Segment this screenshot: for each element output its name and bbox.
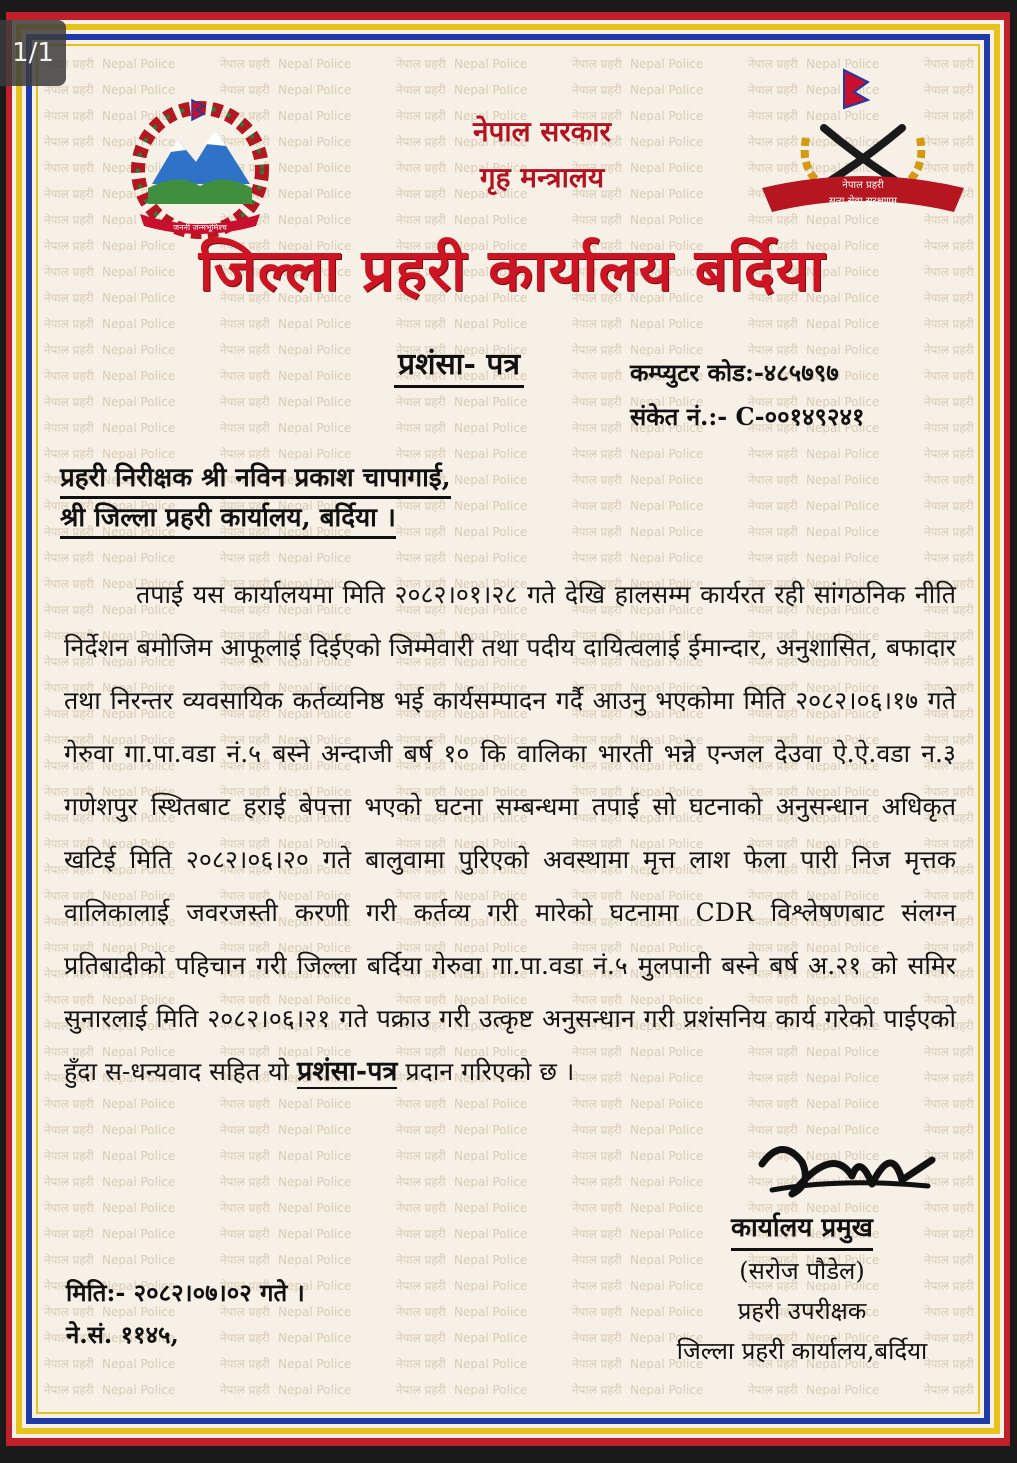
reference-number: संकेत नं.:- C-००१४९२४१ (630, 402, 865, 431)
page-counter: 1/1 (0, 20, 66, 86)
svg-text:जननी जन्मभूमिश्च: जननी जन्मभूमिश्च (173, 223, 227, 232)
government-name: नेपाल सरकार (472, 115, 612, 148)
citation-text: तपाई यस कार्यालयमा मिति २०८२।०१।२८ गते देखि हालसम्म कार्यरत रही सांगठनिक नीति निर्देशन बमोजिम आफूलाई दिईएको जिम्मेवारी तथा पदीय दायित्वलाई ईमान्दार, अनुशासित, बफादार तथा निरन्तर व्यवसायिक कर्तव्यनिष्ठ भई कार्यसम्पादन गर्दै आउनु भएकोमा मिति २०८२।०६।१७ गते गेरुवा गा.पा.वडा नं.५ बस्ने अन्दाजी बर्ष १० कि वालिका भारती भन्ने एन्जल देउवा ऐ.ऐ.वडा न.३ गणेशपुर स्थितबाट हराई बेपत्ता भएको घटना सम्बन्धमा तपाई सो घटनाको अनुसन्धान अधिकृत खटिई मिति २०८२।०६।२० गते बालुवामा पुरिएको अवस्थामा मृत्त लाश फेला पारी निज मृत्तक वालिकालाई जवरजस्ती करणी गरी कर्तव्य गरी मारेको घटनामा CDR विश्लेषणबाट संलग्न प्रतिबादीको पहिचान गरी जिल्ला बर्दिया गेरुवा गा.पा.वडा नं.५ मुलपानी बस्ने बर्ष अ.२१ को समिर सुनारलाई मिति २०८२।०६।२१ गते पक्राउ गरी उत्कृष्ट अनुसन्धान गरी प्रशंसनिय कार्य गरेको पाईएको हुँदा स-धन्यवाद सहित यो (64, 580, 956, 1086)
signatory-office: जिल्ला प्रहरी कार्यालय,बर्दिया (676, 1337, 928, 1365)
citation-body (64, 568, 956, 1098)
ministry-name: गृह मन्त्रालय (479, 161, 605, 194)
computer-code: कम्प्युटर कोड:-४८५७९७ (630, 358, 839, 387)
citation-closing: प्रदान गरिएको छ । (405, 1057, 575, 1086)
issue-date: मिति:- २०८२।०७।०२ गते । (66, 1278, 305, 1307)
recipient-office: श्री जिल्ला प्रहरी कार्यालय, बर्दिया । (60, 498, 396, 539)
recipient-name: प्रहरी निरीक्षक श्री नविन प्रकाश चापागाई, (60, 458, 451, 499)
certificate-type: प्रशंसा- पत्र (394, 342, 524, 388)
signatory-title: कार्यालय प्रमुख (731, 1208, 873, 1251)
certificate-page (6, 12, 1010, 1446)
nepal-government-emblem (100, 92, 300, 242)
office-title: जिल्ला प्रहरी कार्यालय बर्दिया (198, 236, 826, 304)
signature (742, 1124, 942, 1214)
signatory-block (632, 1208, 972, 1371)
signatory-name: (सरोज पौडेल) (739, 1257, 865, 1285)
nepal-sambat: ने.सं. ११४५, (66, 1320, 179, 1349)
signatory-rank: प्रहरी उपरीक्षक (737, 1297, 867, 1325)
svg-text:नेपाल प्रहरी: नेपाल प्रहरी (842, 180, 884, 191)
svg-text:सत्य सेवा सुरक्षणम्: सत्य सेवा सुरक्षणम् (829, 196, 897, 207)
citation-highlight: प्रशंसा-पत्र (296, 1056, 398, 1087)
nepal-police-emblem (758, 68, 968, 228)
